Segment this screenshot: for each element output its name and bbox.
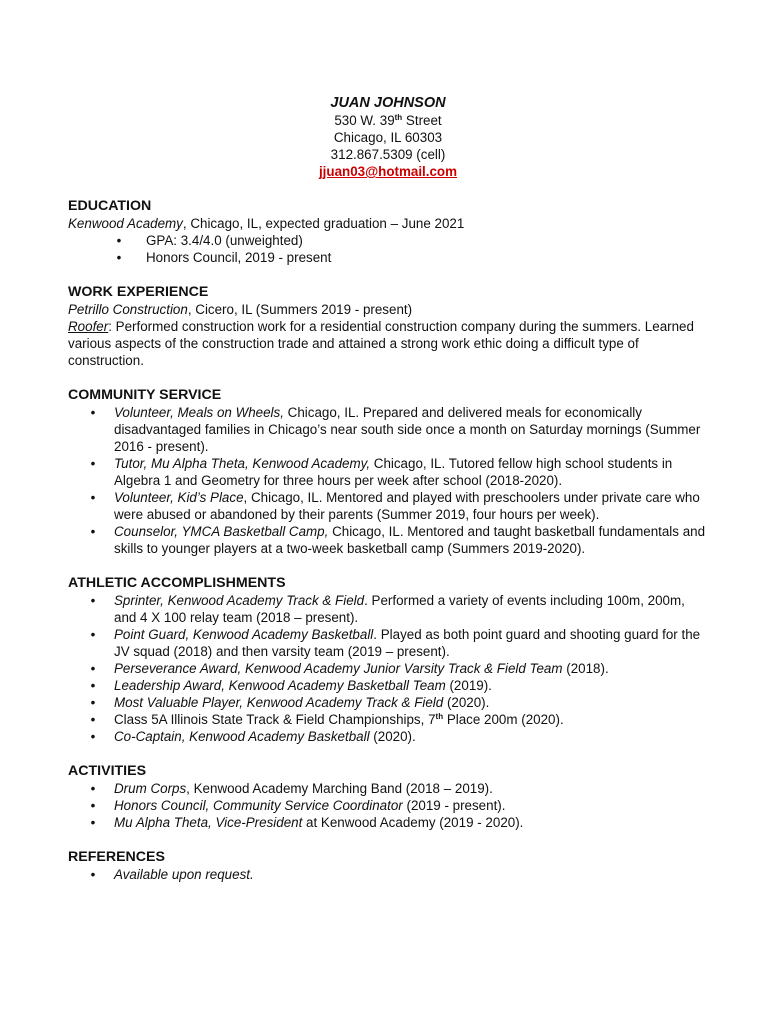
city-state-zip: Chicago, IL 60303 (333, 130, 443, 145)
company-name: Petrillo Construction (68, 302, 188, 317)
item-text: Chicago, IL. Mentored and taught basketball fundamentals and skills to younger players at a two-week basketball camp (Summers 2019-2020). (114, 524, 706, 556)
community-list (68, 404, 708, 557)
bullet-icon: • (90, 593, 96, 608)
resume-page (68, 94, 708, 900)
item-text: (2018). (562, 661, 609, 676)
section-title: EDUCATION (68, 198, 152, 214)
item-text: , Chicago, IL. Mentored and played with preschoolers under private care who were abused or abandoned by their parents (Summer 2019, four hours per week). (114, 490, 700, 522)
bullet-icon: • (90, 661, 96, 676)
list-item (68, 677, 708, 694)
item-lead: Volunteer, Meals on Wheels, (114, 405, 284, 420)
list-item (68, 626, 708, 660)
athletic-section (68, 574, 708, 745)
bullet-icon: • (90, 678, 96, 693)
company-details: , Cicero, IL (Summers 2019 - present) (187, 302, 413, 317)
list-item (68, 489, 708, 523)
item-text: . Performed a variety of events including 100m, 200m, and 4 X 100 relay team (2018 – present). (114, 593, 685, 625)
item-lead: Volunteer, Kid’s Place (114, 490, 244, 505)
address-number: 530 W. 39 (334, 113, 395, 128)
list-item (68, 523, 708, 557)
list-item (68, 249, 708, 266)
item-lead: Leadership Award, Kenwood Academy Basketball Team (114, 678, 446, 693)
section-title: WORK EXPERIENCE (68, 284, 209, 300)
item-text: (2020). (443, 695, 490, 710)
list-item (68, 694, 708, 711)
list-item (68, 592, 708, 626)
item-lead: Drum Corps (114, 781, 187, 796)
bullet-icon: • (116, 233, 122, 248)
item-lead: Mu Alpha Theta, Vice-President (114, 815, 303, 830)
list-item (68, 711, 708, 728)
item-text: (2019 - present). (402, 798, 506, 813)
role-description (68, 318, 708, 369)
school-name: Kenwood Academy (68, 216, 183, 231)
list-item (68, 232, 708, 249)
address-ordinal: th (394, 113, 403, 122)
item-text: Chicago, IL. Tutored fellow high school students in Algebra 1 and Geometry for three hours per week after school (2018-2020). (114, 456, 673, 488)
bullet-icon: • (90, 729, 96, 744)
list-item (68, 814, 708, 831)
list-item (68, 728, 708, 745)
item-lead: Available upon request. (114, 867, 254, 882)
bullet-icon: • (90, 815, 96, 830)
work-experience-section (68, 283, 708, 369)
list-item (68, 866, 708, 883)
list-item-text: GPA: 3.4/4.0 (unweighted) (146, 233, 303, 248)
company-line (68, 301, 708, 318)
role-title: Roofer (68, 319, 109, 334)
list-item (68, 797, 708, 814)
section-title: REFERENCES (68, 849, 165, 865)
bullet-icon: • (90, 524, 96, 539)
section-title: ATHLETIC ACCOMPLISHMENTS (68, 575, 286, 591)
item-lead: Sprinter, Kenwood Academy Track & Field (114, 593, 365, 608)
bullet-icon: • (90, 695, 96, 710)
item-lead: Co-Captain, Kenwood Academy Basketball (114, 729, 370, 744)
item-text: . Played as both point guard and shooting guard for the JV squad (2018) and then varsity team (2019 – present). (114, 627, 701, 659)
activities-section (68, 762, 708, 831)
applicant-name: JUAN JOHNSON (330, 95, 446, 111)
list-item (68, 660, 708, 677)
item-lead: Most Valuable Player, Kenwood Academy Track & Field (114, 695, 444, 710)
list-item (68, 780, 708, 797)
street-address (68, 112, 708, 129)
item-lead: Honors Council, Community Service Coordinator (114, 798, 403, 813)
school-line (68, 215, 708, 232)
item-text: Class 5A Illinois State Track & Field Championships, 7 (114, 712, 436, 727)
school-details: , Chicago, IL, expected graduation – June 2021 (182, 216, 465, 231)
bullet-icon: • (90, 456, 96, 471)
bullet-icon: • (90, 490, 96, 505)
bullet-icon: • (90, 798, 96, 813)
bullet-icon: • (90, 405, 96, 420)
bullet-icon: • (90, 781, 96, 796)
contact-header (68, 94, 708, 180)
phone-number: 312.867.5309 (cell) (330, 147, 446, 162)
references-list (68, 866, 708, 883)
bullet-icon: • (116, 250, 122, 265)
role-text: : Performed construction work for a residential construction company during the summers. Learned various aspects of the construction trade and attained a strong work ethic doing a difficult type of construction. (68, 319, 694, 368)
item-lead: Counselor, YMCA Basketball Camp, (114, 524, 329, 539)
item-text: Place 200m (2020). (443, 712, 564, 727)
item-lead: Point Guard, Kenwood Academy Basketball (114, 627, 374, 642)
section-title: COMMUNITY SERVICE (68, 387, 222, 403)
references-section (68, 848, 708, 883)
section-title: ACTIVITIES (68, 763, 147, 779)
list-item (68, 455, 708, 489)
place-ordinal: th (435, 712, 444, 721)
item-text: Chicago, IL. Prepared and delivered meals for economically disadvantaged families in Chicago’s near south side once a month on Saturday mornings (Summer 2016 - present). (114, 405, 701, 454)
item-lead: Perseverance Award, Kenwood Academy Junior Varsity Track & Field Team (114, 661, 563, 676)
item-text: (2020). (369, 729, 416, 744)
athletic-list (68, 592, 708, 745)
bullet-icon: • (90, 867, 96, 882)
item-text: , Kenwood Academy Marching Band (2018 – 2019). (186, 781, 493, 796)
item-text: at Kenwood Academy (2019 - 2020). (302, 815, 524, 830)
address-street: Street (402, 113, 442, 128)
email-link[interactable]: jjuan03@hotmail.com (318, 164, 458, 179)
list-item (68, 404, 708, 455)
education-section (68, 197, 708, 266)
education-list (68, 232, 708, 266)
item-text: (2019). (445, 678, 492, 693)
bullet-icon: • (90, 712, 96, 727)
bullet-icon: • (90, 627, 96, 642)
list-item-text: Honors Council, 2019 - present (146, 250, 332, 265)
item-lead: Tutor, Mu Alpha Theta, Kenwood Academy, (114, 456, 371, 471)
community-service-section (68, 386, 708, 557)
activities-list (68, 780, 708, 831)
